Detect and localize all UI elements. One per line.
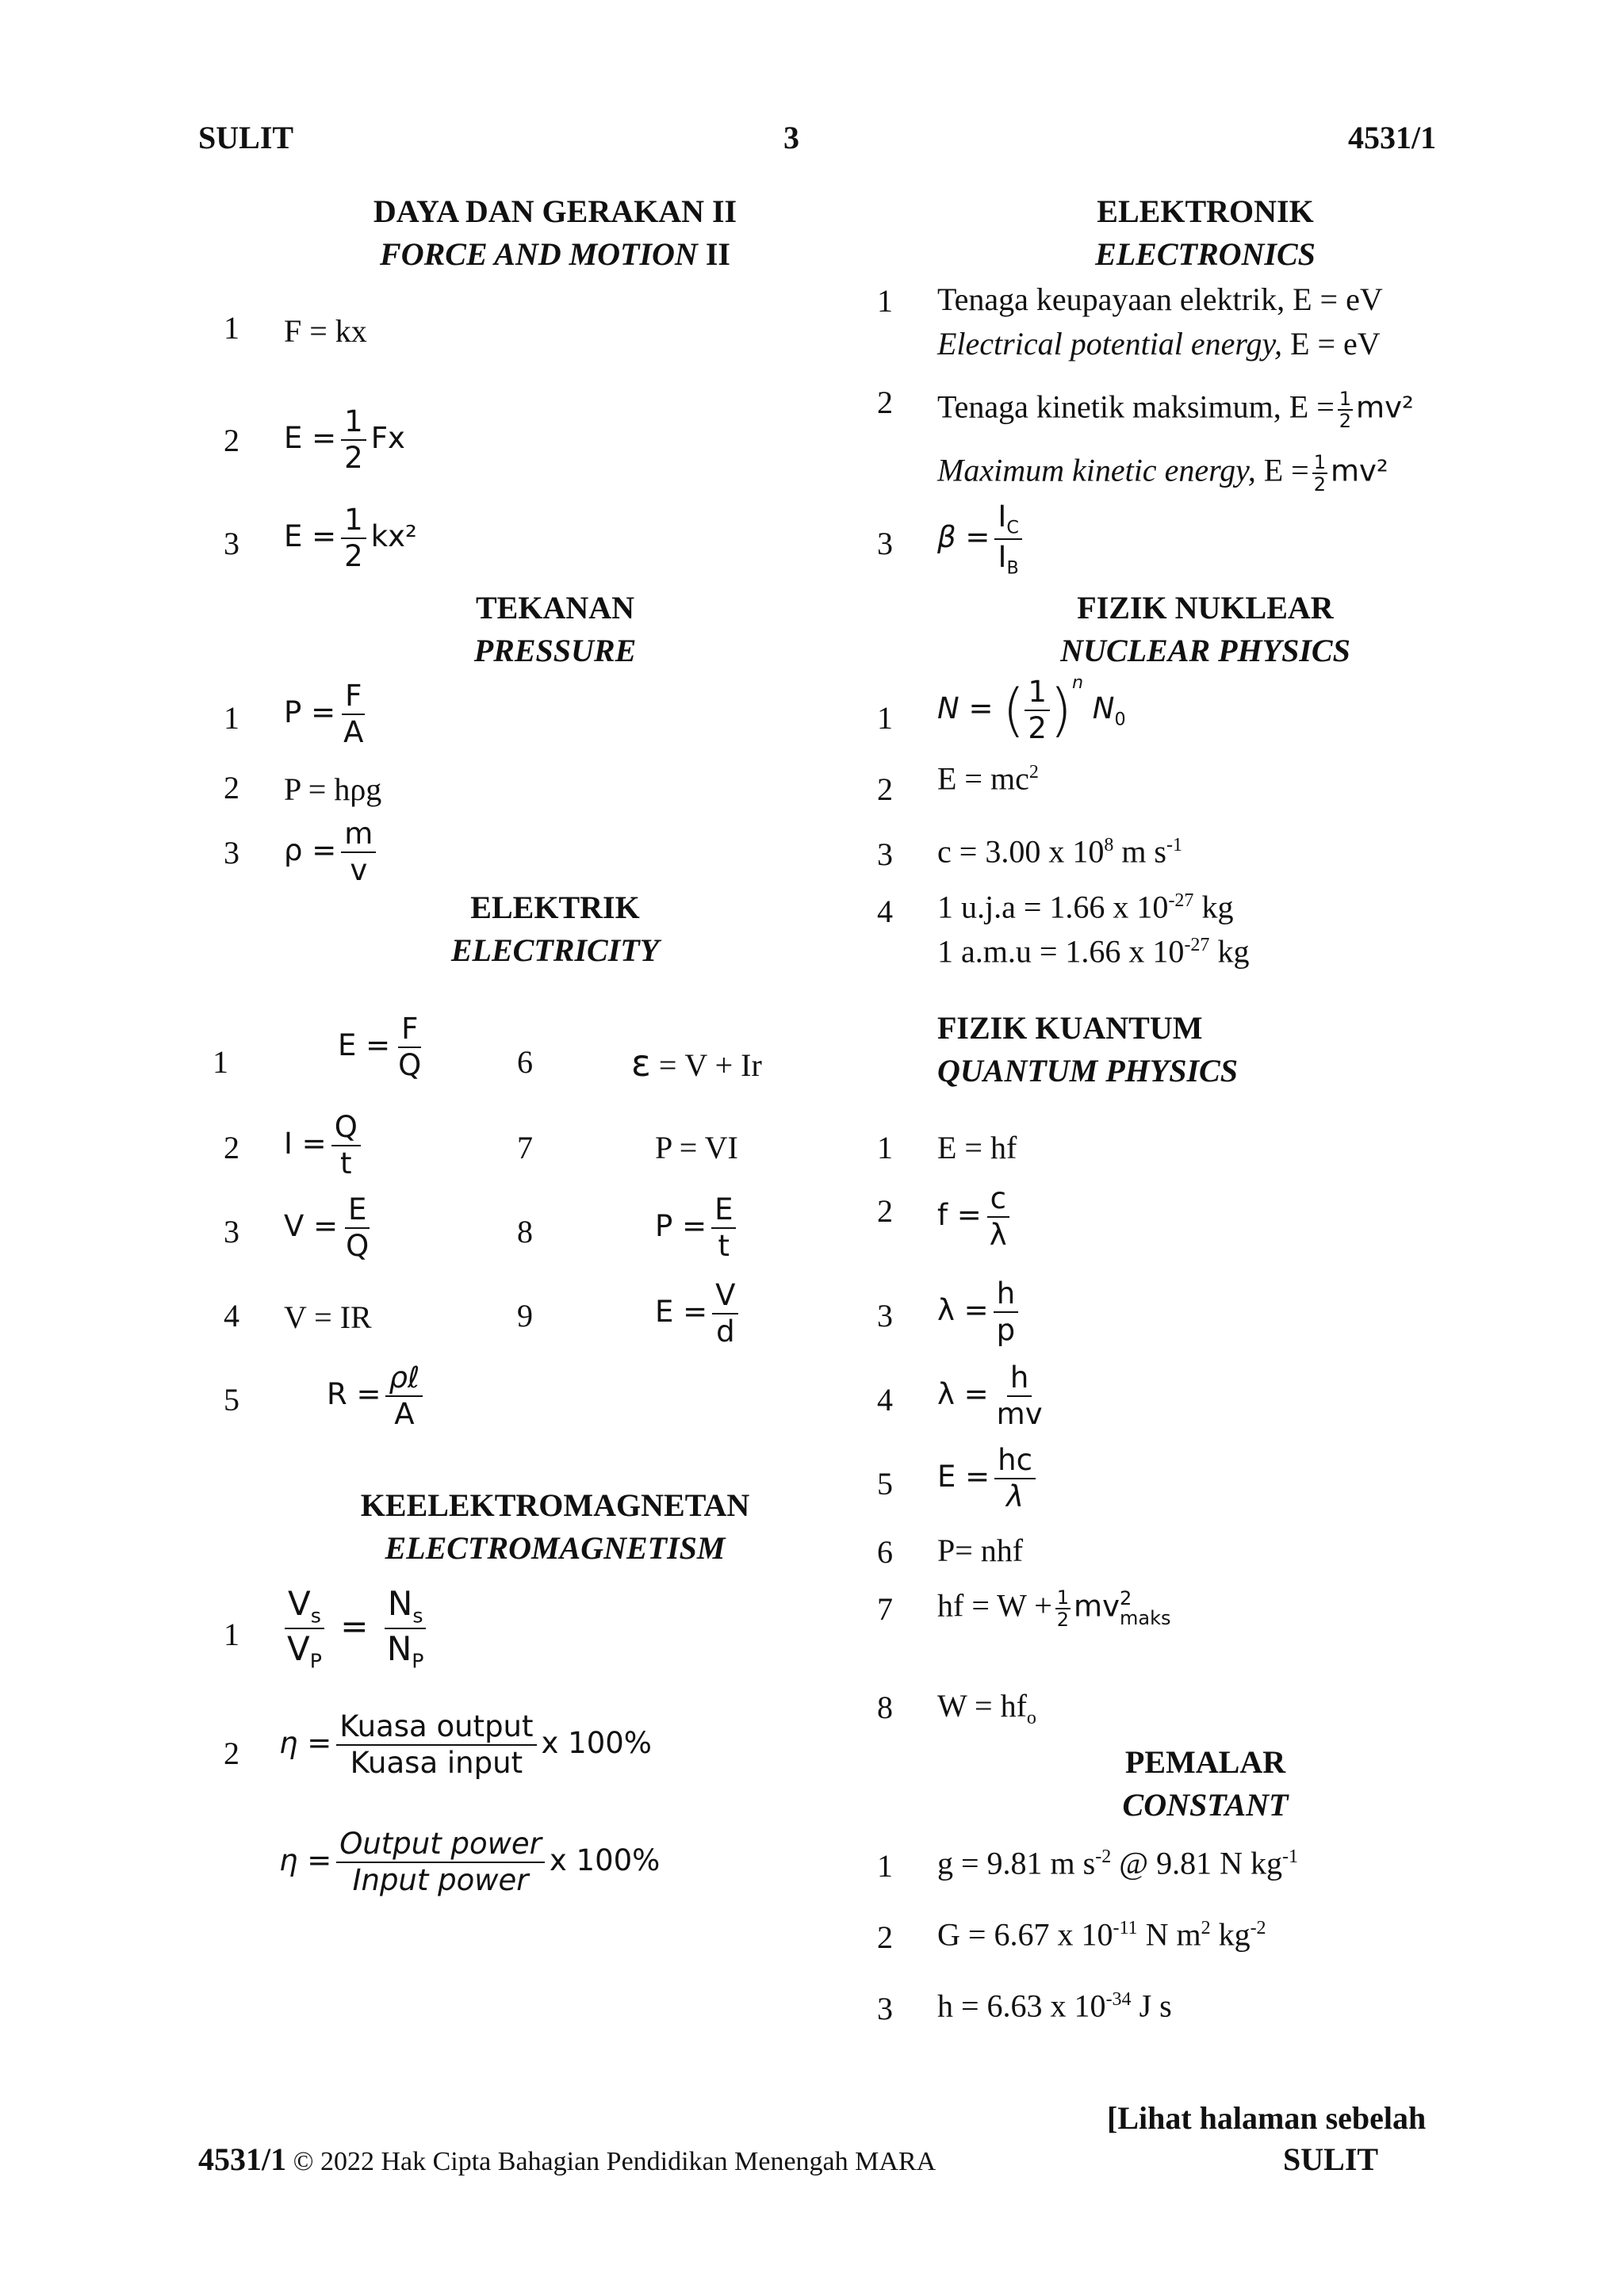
ct-num-2: 2 (877, 1919, 893, 1955)
el-eq-6: ε = V + Ir (631, 1042, 762, 1085)
qp-eq-6: P= nhf (937, 1533, 1024, 1568)
nu-num-1: 1 (877, 700, 893, 736)
el-num-6: 6 (517, 1044, 533, 1080)
fm-eq-3: E = $\frac{1}{2}$ kx² (284, 503, 417, 573)
fm-num-1: 1 (224, 310, 239, 346)
et-num-3: 3 (877, 526, 893, 561)
qp-eq-4: λ = $\frac{h}{mv}$ (937, 1360, 1043, 1431)
qp-num-2: 2 (877, 1193, 893, 1229)
el-num-5: 5 (224, 1382, 239, 1418)
el-num-8: 8 (517, 1214, 533, 1249)
el-num-3: 3 (224, 1214, 239, 1249)
pr-eq-1: P = $\frac{F}{A}$ (284, 679, 364, 749)
section-electricity-title: ELEKTRIK ELECTRICITY (450, 890, 660, 968)
nu-eq-1: N = ( $\frac{1}{2}$ )$^n$ $N_0$ (937, 672, 1126, 745)
em-eq-1: $\frac{V_s}{V_P}$ = $\frac{N_s}{N_P}$ (279, 1584, 431, 1673)
el-eq-5: R = $\frac{\text{ρℓ}}{A}$ (327, 1360, 427, 1431)
ct-eq-1: g = 9.81 m $s^{-2}$ @ 9.81 N $kg^{-1}$ (937, 1845, 1298, 1881)
el-eq-9: E = $\frac{V}{d}$ (655, 1278, 743, 1349)
el-eq-7: P = VI (655, 1130, 738, 1165)
nu-eq-3: c = 3.00 x $10^8$ m $s^{-1}$ (937, 833, 1182, 870)
qp-eq-5: E = $\frac{hc}{\lambda}$ (937, 1443, 1040, 1513)
qp-eq-8: $W = hf_o$ (937, 1688, 1036, 1728)
el-num-2: 2 (224, 1130, 239, 1165)
pr-num-2: 2 (224, 770, 239, 806)
nu-eq-2: $E = mc^2$ (937, 760, 1039, 797)
em-eq-2-ms: η = $\frac{\text{Kuasa output}}{\text{Kuasa input}}$ x 100% (279, 1709, 652, 1780)
footer-copyright: 4531/1 © 2022 Hak Cipta Bahagian Pendidikan Menengah MARA (198, 2141, 936, 2177)
ct-eq-3: h = 6.63 x $10^{-34}$ J s (937, 1988, 1172, 2024)
nu-num-3: 3 (877, 836, 893, 872)
et-eq-1-ms: Tenaga keupayaan elektrik, E = eV (937, 281, 1383, 317)
nu-eq-4-ms: 1 u.j.a = 1.66 x $10^{-27}$ kg (937, 889, 1234, 925)
qp-eq-2: f = $\frac{c}{\lambda}$ (937, 1181, 1015, 1252)
ct-eq-2: G = 6.67 x $10^{-11}$ N $m^2$ $kg^{-2}$ (937, 1916, 1266, 1953)
el-eq-3: V = $\frac{E}{Q}$ (284, 1192, 370, 1263)
el-eq-2: I = $\frac{Q}{t}$ (284, 1110, 366, 1181)
ct-num-1: 1 (877, 1848, 893, 1884)
et-eq-2-en: Maximum kinetic energy, E = $\frac{1}{2}$ mv² (937, 451, 1388, 496)
section-electronics-title: ELEKTRONIK ELECTRONICS (1095, 193, 1316, 272)
fm-eq-2: E = $\frac{1}{2}$ Fx (284, 404, 405, 475)
et-num-2: 2 (877, 385, 893, 420)
el-num-4: 4 (224, 1298, 239, 1334)
em-eq-2-en: η = $\frac{\text{Output power}}{\text{Input power}}$ x 100% (279, 1827, 661, 1897)
el-num-1: 1 (213, 1044, 228, 1080)
footer-next-page: [Lihat halaman sebelah (1107, 2100, 1427, 2136)
el-eq-8: P = $\frac{E}{t}$ (655, 1192, 741, 1263)
pr-num-1: 1 (224, 700, 239, 736)
qp-num-5: 5 (877, 1466, 893, 1502)
nu-eq-4-en: 1 a.m.u = 1.66 x $10^{-27}$ kg (937, 933, 1250, 970)
pr-eq-2: P = hρg (284, 771, 382, 807)
qp-num-8: 8 (877, 1689, 893, 1725)
el-eq-4: V = IR (284, 1299, 372, 1335)
et-num-1: 1 (877, 283, 893, 319)
pr-eq-3: ρ = $\frac{m}{v}$ (284, 817, 381, 887)
section-constant-title: PEMALAR CONSTANT (1122, 1744, 1289, 1823)
qp-eq-1: E = hf (937, 1130, 1017, 1165)
section-force-motion-title: DAYA DAN GERAKAN II FORCE AND MOTION II (373, 193, 737, 272)
qp-num-7: 7 (877, 1591, 893, 1627)
el-eq-1: E = $\frac{F}{Q}$ (338, 1012, 422, 1082)
section-quantum-title: FIZIK KUANTUM QUANTUM PHYSICS (937, 1010, 1238, 1089)
qp-eq-7: hf = W + $\frac{1}{2}$ mv 2 maks (937, 1586, 1171, 1632)
qp-num-6: 6 (877, 1534, 893, 1570)
fm-num-3: 3 (224, 526, 239, 561)
et-eq-1-en: Electrical potential energy, E = eV (937, 326, 1381, 362)
page-number: 3 (783, 120, 799, 155)
qp-num-1: 1 (877, 1130, 893, 1165)
qp-num-3: 3 (877, 1298, 893, 1334)
qp-eq-3: λ = $\frac{h}{p}$ (937, 1276, 1023, 1347)
et-eq-2-ms: Tenaga kinetik maksimum, E = $\frac{1}{2}$ mv² (937, 388, 1414, 433)
fm-eq-1: F = kx (284, 313, 367, 349)
ct-num-3: 3 (877, 1991, 893, 2026)
header-right: 4531/1 (1348, 120, 1437, 155)
section-electromagnetism-title: KEELEKTROMAGNETAN ELECTROMAGNETISM (360, 1487, 750, 1566)
qp-num-4: 4 (877, 1382, 893, 1418)
header-left: SULIT (198, 120, 294, 155)
em-num-2: 2 (224, 1735, 239, 1771)
nu-num-2: 2 (877, 771, 893, 807)
el-num-9: 9 (517, 1298, 533, 1334)
em-num-1: 1 (224, 1617, 239, 1652)
nu-num-4: 4 (877, 894, 893, 929)
el-num-7: 7 (517, 1130, 533, 1165)
et-eq-3: β = $\frac{I_C}{I_B}$ (937, 499, 1027, 578)
footer-sulit: SULIT (1283, 2141, 1379, 2177)
section-nuclear-title: FIZIK NUKLEAR NUCLEAR PHYSICS (1060, 590, 1350, 668)
fm-num-2: 2 (224, 423, 239, 458)
section-pressure-title: TEKANAN PRESSURE (473, 590, 637, 668)
pr-num-3: 3 (224, 835, 239, 871)
